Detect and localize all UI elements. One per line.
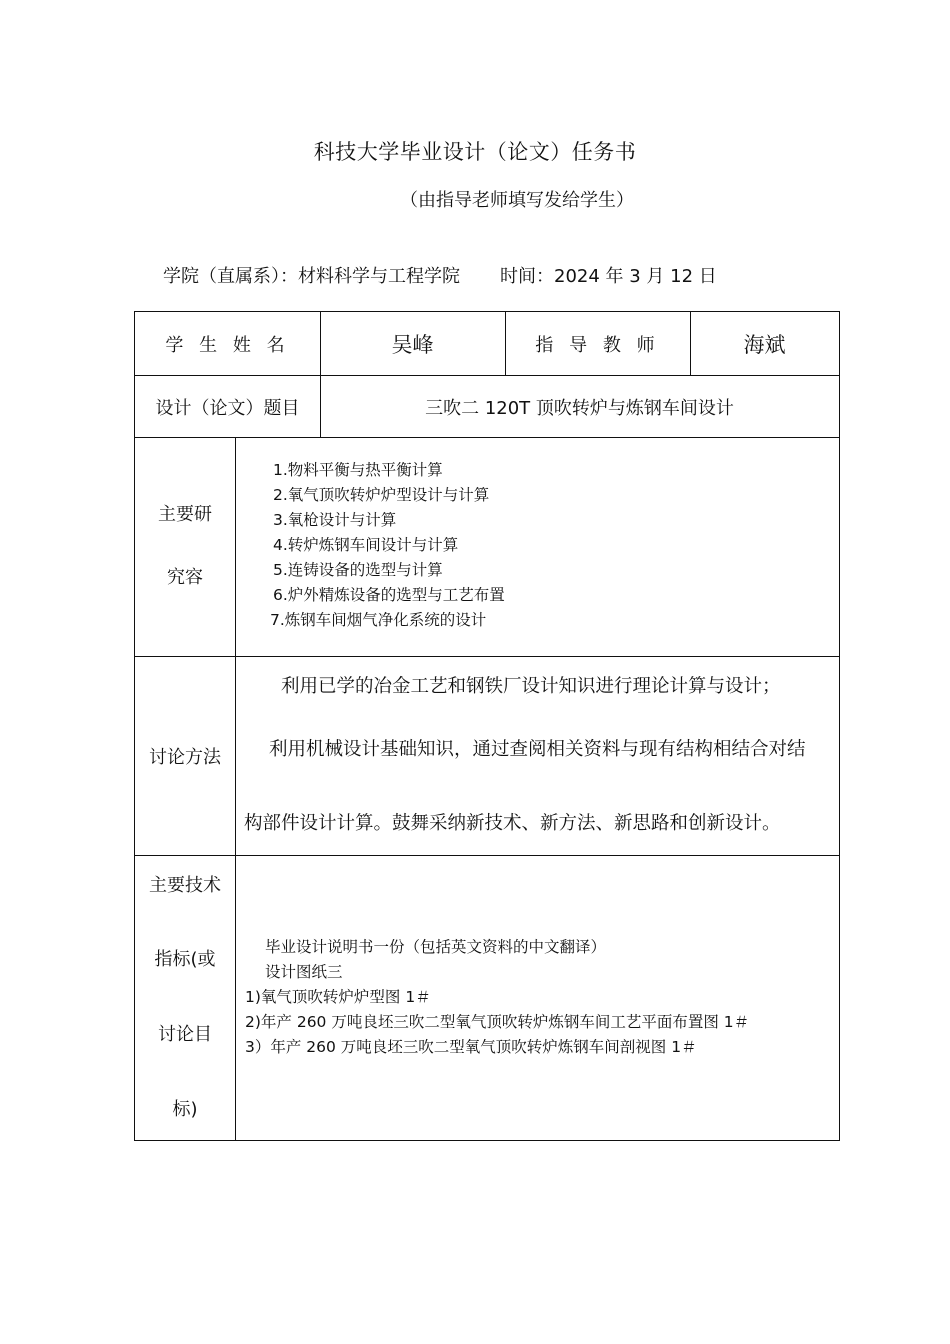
method-line-2: 利用机械设计基础知识，通过查阅相关资料与现有结构相结合对结 [269,739,806,760]
topic-label: 设计（论文）题目 [155,397,300,419]
student-name-value: 吴峰 [391,332,434,357]
list-item: 3.氧枪设计与计算 [273,511,397,529]
research-label-line2: 究容 [167,567,203,588]
list-item: 4.转炉炼钢车间设计与计算 [273,536,459,554]
document-subtitle: （由指导老师填写发给学生） [400,190,634,211]
method-line-1: 利用已学的冶金工艺和钢铁厂设计知识进行理论计算与设计； [281,676,781,697]
research-content-label [135,438,235,657]
list-item: 5.连铸设备的选型与计算 [273,561,443,579]
college-text: 学院（直属系）：材料科学与工程学院 [163,266,460,287]
list-item: 7.炼钢车间烟气净化系统的设计 [270,611,487,629]
list-item: 6.炉外精炼设备的选型与工艺布置 [273,586,505,604]
list-item: 2.氧气顶吹转炉炉型设计与计算 [273,486,490,504]
tech-label-line: 主要技术 [149,875,221,896]
student-name-label: 学 生 姓 名 [165,334,290,356]
tech-line: 设计图纸三 [265,963,343,981]
tech-line: 3）年产 260 万吨良坯三吹二型氧气顶吹转炉炼钢车间剖视图 1＃ [245,1038,697,1056]
list-item: 1.物料平衡与热平衡计算 [273,461,443,479]
tech-label-line: 指标(或 [154,949,216,970]
tech-label-line: 标) [172,1099,198,1120]
method-label: 讨论方法 [149,747,221,768]
task-table [134,311,840,1141]
tech-label-line: 讨论目 [158,1024,212,1045]
tech-line: 1)氧气顶吹转炉炉型图 1＃ [245,988,431,1006]
date-text: 时间：2024 年 3 月 12 日 [500,266,717,287]
meta-line [163,262,717,288]
topic-value: 三吹二 120T 顶吹转炉与炼钢车间设计 [425,397,734,419]
advisor-label: 指 导 教 师 [535,334,660,356]
research-label-line1: 主要研 [158,504,212,525]
tech-line: 毕业设计说明书一份（包括英文资料的中文翻译） [265,938,607,956]
document-title: 科技大学毕业设计（论文）任务书 [313,140,637,164]
method-line-3: 构部件设计计算。鼓舞采纳新技术、新方法、新思路和创新设计。 [244,813,781,834]
tech-line: 2)年产 260 万吨良坯三吹二型氧气顶吹转炉炼钢车间工艺平面布置图 1＃ [245,1013,750,1031]
advisor-value: 海斌 [743,332,786,357]
